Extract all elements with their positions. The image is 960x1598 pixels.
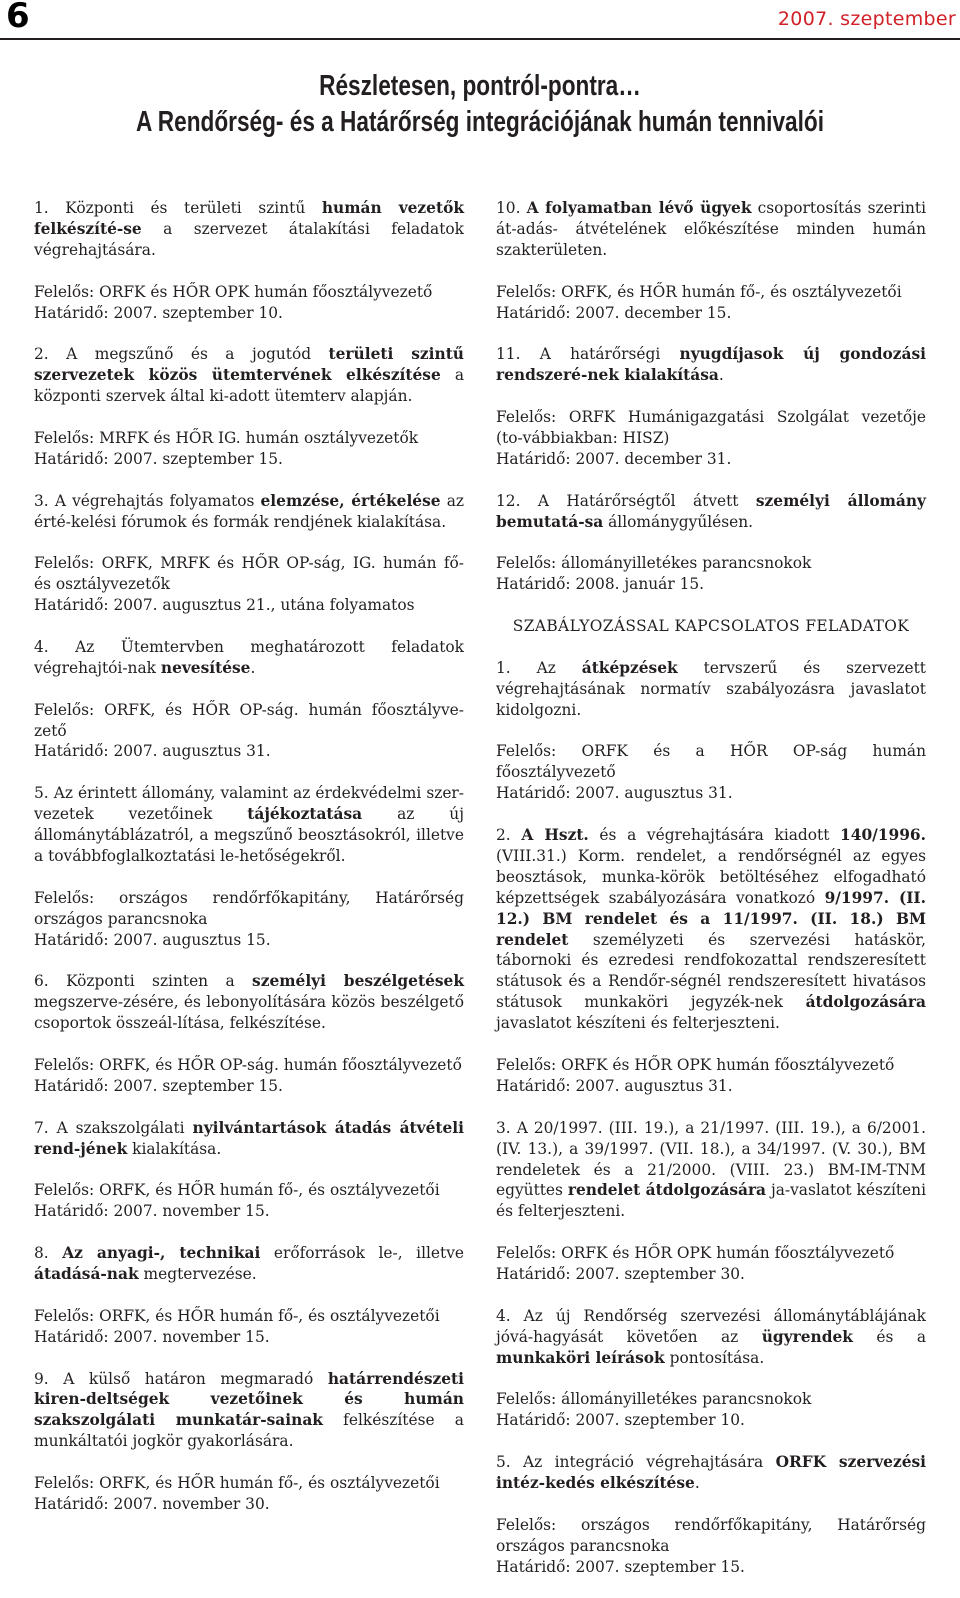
responsible-label: Felelős: (34, 1181, 95, 1200)
task-6-responsibility (34, 1055, 464, 1097)
deadline: Határidő: 2007. augusztus 31. (496, 784, 733, 803)
deadline-label: Határidő: (496, 449, 571, 468)
page-number: 6 (6, 0, 30, 36)
reg-task-3-responsibility (496, 1243, 926, 1285)
right-column (496, 198, 926, 1598)
responsible: Felelős: ORFK, és HŐR humán fő-, és osztályvezetői (34, 1306, 440, 1325)
task-12-responsibility (496, 553, 926, 595)
responsible: Felelős: ORFK és HŐR OPK humán főosztályvezető (496, 1056, 895, 1074)
reg-task-2-responsibility (496, 1055, 926, 1097)
deadline-label: Határidő: (34, 1327, 109, 1346)
left-column (34, 198, 464, 1536)
deadline: Határidő: 2007. augusztus 21., utána folyamatos (34, 596, 415, 615)
responsible-label: Felelős: (34, 282, 95, 301)
deadline: Határidő: 2007. november 15. (34, 1202, 270, 1221)
responsible: Felelős: ORFK, és HŐR humán fő-, és osztályvezetői (34, 1474, 440, 1493)
responsible-label: Felelős: (34, 1474, 95, 1493)
responsible: Felelős: országos rendőrfőkapitány, Határőrség országos parancsnoka (496, 1515, 926, 1555)
deadline: Határidő: 2007. augusztus 15. (34, 930, 271, 949)
deadline: Határidő: 2007. szeptember 10. (34, 303, 283, 322)
task-3: 3. A végrehajtás folyamatos elemzése, értékelése az érté-kelési fórumok és formák rendjének kialakítása. (34, 491, 464, 531)
responsible-label: Felelős: (34, 888, 95, 907)
responsible: Felelős: állományilletékes parancsnokok (496, 1390, 812, 1409)
responsible: Felelős: ORFK, és HŐR OP-ság. humán főosztályve-zető (34, 700, 464, 740)
responsible-label: Felelős: (496, 1515, 557, 1534)
task-10: 10. A folyamatban lévő ügyek csoportosítás szerinti át-adás- átvételének előkészítése minden humán szakterületen. (496, 199, 926, 259)
task-1: 1. Központi és területi szintű humán vezetők felkészíté-se a szervezet átalakítási feladatok végrehajtására. (34, 199, 465, 259)
responsible-label: Felelős: (34, 700, 95, 719)
responsible-label: Felelős: (496, 1390, 557, 1409)
task-3-responsibility (34, 553, 464, 616)
responsible: Felelős: ORFK, és HŐR humán fő-, és osztályvezetői (496, 282, 902, 301)
responsible-label: Felelős: (496, 408, 557, 427)
responsible-label: Felelős: (496, 554, 557, 573)
task-5-responsibility (34, 888, 464, 951)
task-6: 6. Központi szinten a személyi beszélgetések megszerve-zésére, és lebonyolítására közös beszélgető csoportok összeál-lítása, felkészítése. (34, 972, 464, 1033)
task-9-responsibility (34, 1473, 464, 1515)
deadline-label: Határidő: (34, 742, 109, 761)
responsible: Felelős: állományilletékes parancsnokok (496, 554, 812, 573)
deadline: Határidő: 2008. január 15. (496, 575, 705, 594)
reg-task-3: 3. A 20/1997. (III. 19.), a 21/1997. (III. 19.), a 6/2001. (IV. 13.), a 39/1997. (VII. 18.), a 34/1997. (V. 30.), BM rendeletek és a 21/2000. (VIII. 23.) BM-IM-TNM együttes rendelet átdolgozására ja-vaslatot készíteni és felterjeszteni. (496, 1118, 926, 1221)
task-2: 2. A megszűnő és a jogutód területi szintű szervezetek közös ütemtervének elkészítése a központi szervek által ki-adott ütemterv alapján. (34, 345, 464, 406)
task-2-responsibility (34, 428, 464, 470)
responsible: Felelős: ORFK és a HŐR OP-ság humán főosztályvezető (496, 742, 926, 782)
task-8: 8. Az anyagi-, technikai erőforrások le-, illetve átadásá-nak megtervezése. (34, 1244, 465, 1283)
task-11: 11. A határőrségi nyugdíjasok új gondozási rendszeré-nek kialakítása. (496, 345, 926, 385)
reg-task-1-responsibility (496, 741, 926, 804)
responsible: Felelős: ORFK és HŐR OPK humán főosztályvezető (496, 1244, 895, 1263)
task-7: 7. A szakszolgálati nyilvántartások átadás átvételi rend-jének kialakítása. (34, 1118, 464, 1158)
deadline-label: Határidő: (34, 449, 109, 468)
responsible-label: Felelős: (496, 1056, 557, 1074)
responsible-label: Felelős: (496, 1244, 557, 1263)
reg-task-2: 2. A Hszt. és a végrehajtására kiadott 140/1996. (VIII.31.) Korm. rendelet, a rendőrségnél az egyes beosztások, munka-körök betöltéséhez elfogadható képzettségek szabályozására vonatkozó 9/1997. (II. 12.) BM rendelet és a 11/1997. (II. 18.) BM rendelet személyzeti és szervezési hatáskör, tábornoki és ezredesi rendfokozattal rendszeresített státusok és a Rendőr-ségnél rendszeresített hivatásos státusok munkaköri jegyzék-nek átdolgozására javaslatot készíteni és felterjeszteni. (496, 826, 926, 1033)
deadline: Határidő: 2007. szeptember 15. (496, 1557, 745, 1576)
task-12: 12. A Határőrségtől átvett személyi állomány bemutatá-sa állománygyűlésen. (496, 491, 926, 531)
reg-task-1: 1. Az átképzések tervszerű és szervezett végrehajtásának normatív szabályozásra javaslatot kidolgozni. (496, 658, 926, 719)
task-10-responsibility (496, 282, 926, 324)
deadline: Határidő: 2007. december 31. (496, 449, 732, 468)
deadline: Határidő: 2007. szeptember 10. (496, 1411, 745, 1430)
section-heading: SZABÁLYOZÁSSAL KAPCSOLATOS FELADATOK (512, 617, 910, 636)
task-4-responsibility (34, 700, 464, 763)
deadline-label: Határidő: (496, 575, 571, 594)
deadline: Határidő: 2007. szeptember 15. (34, 449, 283, 468)
deadline-label: Határidő: (496, 1076, 571, 1095)
deadline-label: Határidő: (496, 1265, 571, 1284)
deadline: Határidő: 2007. augusztus 31. (34, 742, 271, 761)
responsible: Felelős: ORFK Humánigazgatási Szolgálat vezetője (to-vábbiakban: HISZ) (496, 408, 926, 447)
deadline-label: Határidő: (496, 303, 571, 322)
responsible-label: Felelős: (34, 554, 95, 573)
responsible: Felelős: ORFK és HŐR OPK humán főosztályvezető (34, 282, 433, 301)
deadline: Határidő: 2007. szeptember 30. (496, 1265, 745, 1284)
deadline-label: Határidő: (34, 1076, 109, 1095)
task-1-responsibility (34, 282, 464, 324)
reg-task-4-responsibility (496, 1389, 926, 1431)
responsible-label: Felelős: (34, 1306, 95, 1325)
header-rule (0, 38, 960, 40)
task-8-responsibility (34, 1306, 464, 1348)
deadline: Határidő: 2007. augusztus 31. (496, 1076, 733, 1095)
task-5: 5. Az érintett állomány, valamint az érdekvédelmi szer-vezetek vezetőinek tájékoztatása az új állománytáblázatról, a megszűnő beosztásokról, illetve a továbbfoglalkoztatási le-hetőségekről. (34, 784, 464, 865)
task-11-responsibility (496, 407, 926, 470)
deadline-label: Határidő: (496, 1557, 571, 1576)
responsible-label: Felelős: (496, 282, 557, 301)
deadline-label: Határidő: (34, 303, 109, 322)
deadline-label: Határidő: (496, 784, 571, 803)
task-9: 9. A külső határon megmaradó határrendészeti kiren-deltségek vezetőinek és humán szakszolgálati munkatár-sainak felkészítése a munkáltatói jogkör gyakorlására. (34, 1369, 464, 1451)
responsible-label: Felelős: (34, 428, 95, 447)
responsible: Felelős: ORFK, MRFK és HŐR OP-ság, IG. humán fő- és osztályvezetők (34, 554, 464, 594)
deadline: Határidő: 2007. december 15. (496, 303, 732, 322)
deadline: Határidő: 2007. november 30. (34, 1494, 270, 1513)
responsible-label: Felelős: (496, 742, 557, 761)
article-title-line2: A Rendőrség- és a Határőrség integrációjának humán tennivalói (135, 106, 825, 138)
reg-task-5: 5. Az integráció végrehajtására ORFK szervezési intéz-kedés elkészítése. (496, 1453, 926, 1493)
issue-date: 2007. szeptember (777, 8, 956, 30)
responsible: Felelős: országos rendőrfőkapitány, Határőrség országos parancsnoka (34, 888, 464, 928)
task-4: 4. Az Ütemtervben meghatározott feladatok végrehajtói-nak nevesítése. (34, 637, 464, 677)
page-header (0, 0, 960, 38)
reg-task-5-responsibility (496, 1515, 926, 1578)
deadline-label: Határidő: (34, 930, 109, 949)
deadline-label: Határidő: (34, 1494, 109, 1513)
article-title-line1: Részletesen, pontról-pontra… (319, 70, 641, 102)
deadline-label: Határidő: (34, 596, 109, 615)
task-7-responsibility (34, 1180, 464, 1222)
deadline: Határidő: 2007. november 15. (34, 1327, 270, 1346)
responsible: Felelős: MRFK és HŐR IG. humán osztályvezetők (34, 428, 419, 447)
deadline-label: Határidő: (34, 1202, 109, 1221)
deadline: Határidő: 2007. szeptember 15. (34, 1076, 283, 1095)
responsible: Felelős: ORFK, és HŐR OP-ság. humán főosztályvezető (34, 1055, 462, 1074)
responsible-label: Felelős: (34, 1055, 95, 1074)
reg-task-4: 4. Az új Rendőrség szervezési állománytáblájának jóvá-hagyását követően az ügyrendek és a munkaköri leírások pontosítása. (496, 1306, 926, 1367)
responsible: Felelős: ORFK, és HŐR humán fő-, és osztályvezetői (34, 1181, 440, 1200)
deadline-label: Határidő: (496, 1411, 571, 1430)
